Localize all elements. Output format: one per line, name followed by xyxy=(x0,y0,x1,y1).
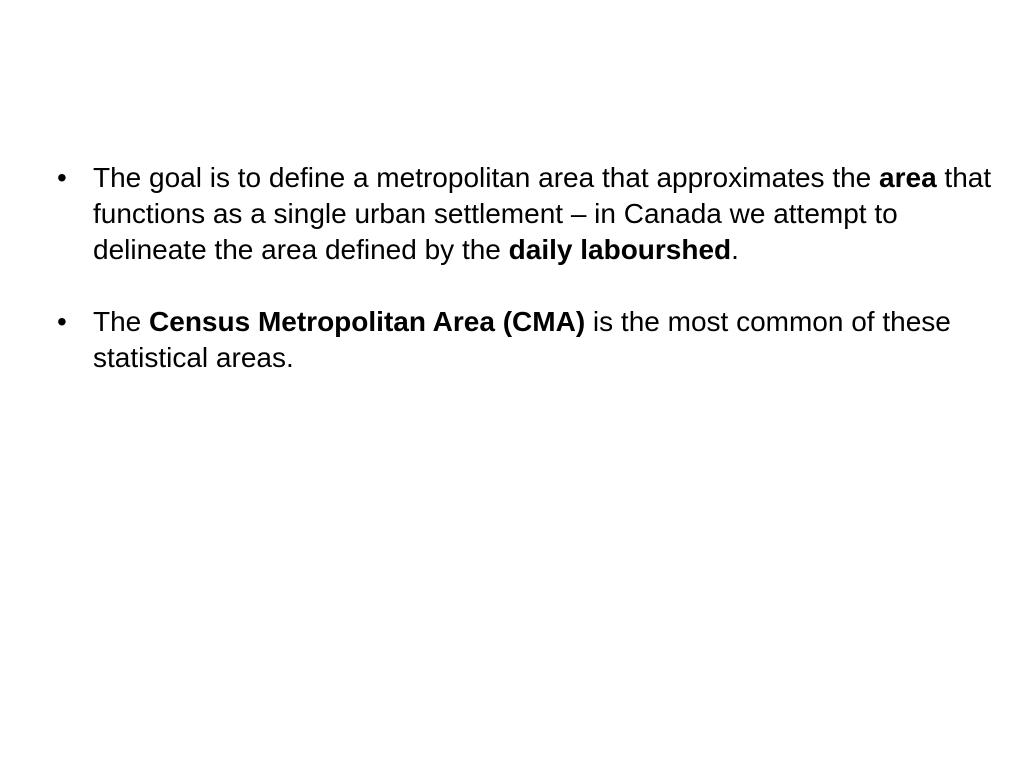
text-segment: is the most common of these statistical areas. xyxy=(93,306,951,373)
bullet-text xyxy=(93,162,991,265)
bullet-marker-icon: • xyxy=(57,306,67,337)
bullet-item-cma xyxy=(57,304,997,376)
bullet-item-goal xyxy=(57,160,997,268)
text-segment: . xyxy=(731,234,739,265)
bold-term-daily-labourshed: daily labourshed xyxy=(508,234,732,265)
bullet-list xyxy=(57,160,997,412)
bold-term-cma: Census Metropolitan Area (CMA) xyxy=(149,306,586,337)
bullet-marker-icon: • xyxy=(57,162,67,193)
bold-term-area: area xyxy=(879,162,937,193)
bullet-text xyxy=(93,306,951,373)
text-segment: The goal is to define a metropolitan area that approximates the xyxy=(93,162,880,193)
text-segment: that functions as a single urban settlement – in Canada we attempt to delineate the area defined by the xyxy=(93,162,992,265)
text-segment: The xyxy=(93,306,150,337)
